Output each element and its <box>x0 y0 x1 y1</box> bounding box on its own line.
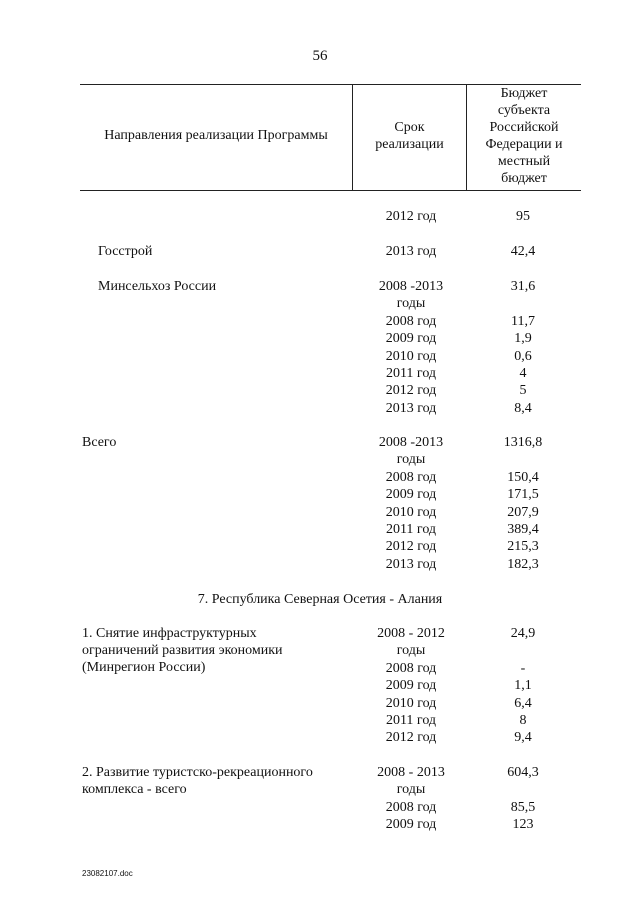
period-cell: 2012 год <box>385 539 437 555</box>
period-cell: 2008 - 2012 <box>377 626 445 641</box>
value-cell: 8,4 <box>514 400 532 416</box>
value-cell: 1,9 <box>514 331 532 347</box>
value-cell: 171,5 <box>507 487 539 503</box>
period-cell: годы <box>396 296 426 312</box>
header-term <box>353 119 466 153</box>
value-cell: 31,6 <box>510 279 536 294</box>
period-cell: 2011 год <box>385 521 437 537</box>
period-cell: 2008 год <box>385 660 437 676</box>
header-budget-line: Федерации и <box>485 137 563 152</box>
period-cell: 2008 -2013 <box>378 435 444 450</box>
value-cell: 85,5 <box>510 799 536 815</box>
row-values <box>468 208 578 225</box>
page-number: 56 <box>312 48 328 64</box>
row-values <box>468 764 578 834</box>
row-periods <box>356 434 466 573</box>
period-cell: 2010 год <box>385 504 437 520</box>
item-label <box>82 764 352 798</box>
period-cell: 2009 год <box>385 487 437 503</box>
row-periods <box>356 764 466 834</box>
table-header-rule <box>80 190 581 191</box>
value-cell <box>468 295 578 312</box>
period-cell: 2012 год <box>385 209 437 224</box>
period-cell: 2013 год <box>385 244 437 259</box>
value-cell: 8 <box>519 712 527 728</box>
period-cell: годы <box>396 643 426 659</box>
value-cell: 207,9 <box>507 504 539 520</box>
header-directions: Направления реализации Программы <box>104 128 328 143</box>
period-cell: 2008 год <box>385 313 437 329</box>
value-cell: 1316,8 <box>503 435 543 450</box>
period-cell: 2008 -2013 <box>378 279 444 294</box>
footer-filename: 23082107.doc <box>82 869 133 878</box>
period-cell: 2012 год <box>385 730 437 746</box>
value-cell: 123 <box>512 817 534 833</box>
item-label-line: 1. Снятие инфраструктурных <box>82 626 257 641</box>
value-cell: - <box>520 660 526 676</box>
row-periods <box>356 208 466 225</box>
period-cell: 2012 год <box>385 383 437 399</box>
period-cell: 2010 год <box>385 348 437 364</box>
header-budget-line: Российской <box>489 120 559 135</box>
header-term-line2: реализации <box>375 137 444 152</box>
value-cell: 389,4 <box>507 521 539 537</box>
period-cell: 2008 год <box>385 469 437 485</box>
row-values <box>468 243 578 260</box>
period-cell: 2013 год <box>385 556 437 572</box>
period-cell: 2011 год <box>385 365 437 381</box>
row-label-minselhoz: Минсельхоз России <box>98 279 217 294</box>
item-label <box>82 625 352 676</box>
value-cell <box>468 451 578 468</box>
item-label-line: ограничений развития экономики <box>82 643 283 658</box>
value-cell: 6,4 <box>514 695 532 711</box>
value-cell: 215,3 <box>507 539 539 555</box>
period-cell: 2010 год <box>385 695 437 711</box>
section-title: 7. Республика Северная Осетия - Алания <box>197 592 443 607</box>
row-values <box>468 278 578 417</box>
value-cell: 0,6 <box>514 348 532 364</box>
row-values <box>468 625 578 747</box>
period-cell: 2013 год <box>385 400 437 416</box>
header-budget-line: бюджет <box>501 171 547 186</box>
period-cell: 2011 год <box>385 712 437 728</box>
value-cell: 4 <box>519 365 527 381</box>
row-periods <box>356 243 466 260</box>
row-label-gosstroy: Госстрой <box>98 244 153 259</box>
item-label-line: комплекса - всего <box>82 782 187 797</box>
value-cell: 5 <box>519 383 527 399</box>
header-budget-line: субъекта <box>497 103 551 118</box>
value-cell: 9,4 <box>514 730 532 746</box>
period-cell: 2009 год <box>385 678 437 694</box>
header-budget-line: местный <box>497 154 551 169</box>
period-cell: 2009 год <box>385 331 437 347</box>
value-cell: 11,7 <box>511 313 535 329</box>
item-label-line: 2. Развитие туристско-рекреационного <box>82 765 313 780</box>
value-cell: 182,3 <box>507 556 539 572</box>
value-cell: 150,4 <box>507 469 539 485</box>
period-cell: годы <box>396 452 426 468</box>
period-cell: 2009 год <box>385 817 437 833</box>
item-label-line: (Минрегион России) <box>82 660 206 675</box>
row-periods <box>356 278 466 417</box>
value-cell: 95 <box>516 209 530 224</box>
value-cell <box>468 781 578 798</box>
value-cell: 24,9 <box>510 626 536 641</box>
value-cell <box>468 642 578 659</box>
header-budget-line: Бюджет <box>500 86 548 101</box>
row-values <box>468 434 578 573</box>
value-cell: 604,3 <box>507 765 539 780</box>
header-term-line1: Срок <box>394 120 425 135</box>
value-cell: 1,1 <box>514 678 532 694</box>
row-label-total: Всего <box>82 435 117 450</box>
period-cell: 2008 - 2013 <box>377 765 445 780</box>
row-periods <box>356 625 466 747</box>
header-budget <box>467 85 581 187</box>
period-cell: 2008 год <box>385 799 437 815</box>
value-cell: 42,4 <box>510 244 536 259</box>
period-cell: годы <box>396 782 426 798</box>
